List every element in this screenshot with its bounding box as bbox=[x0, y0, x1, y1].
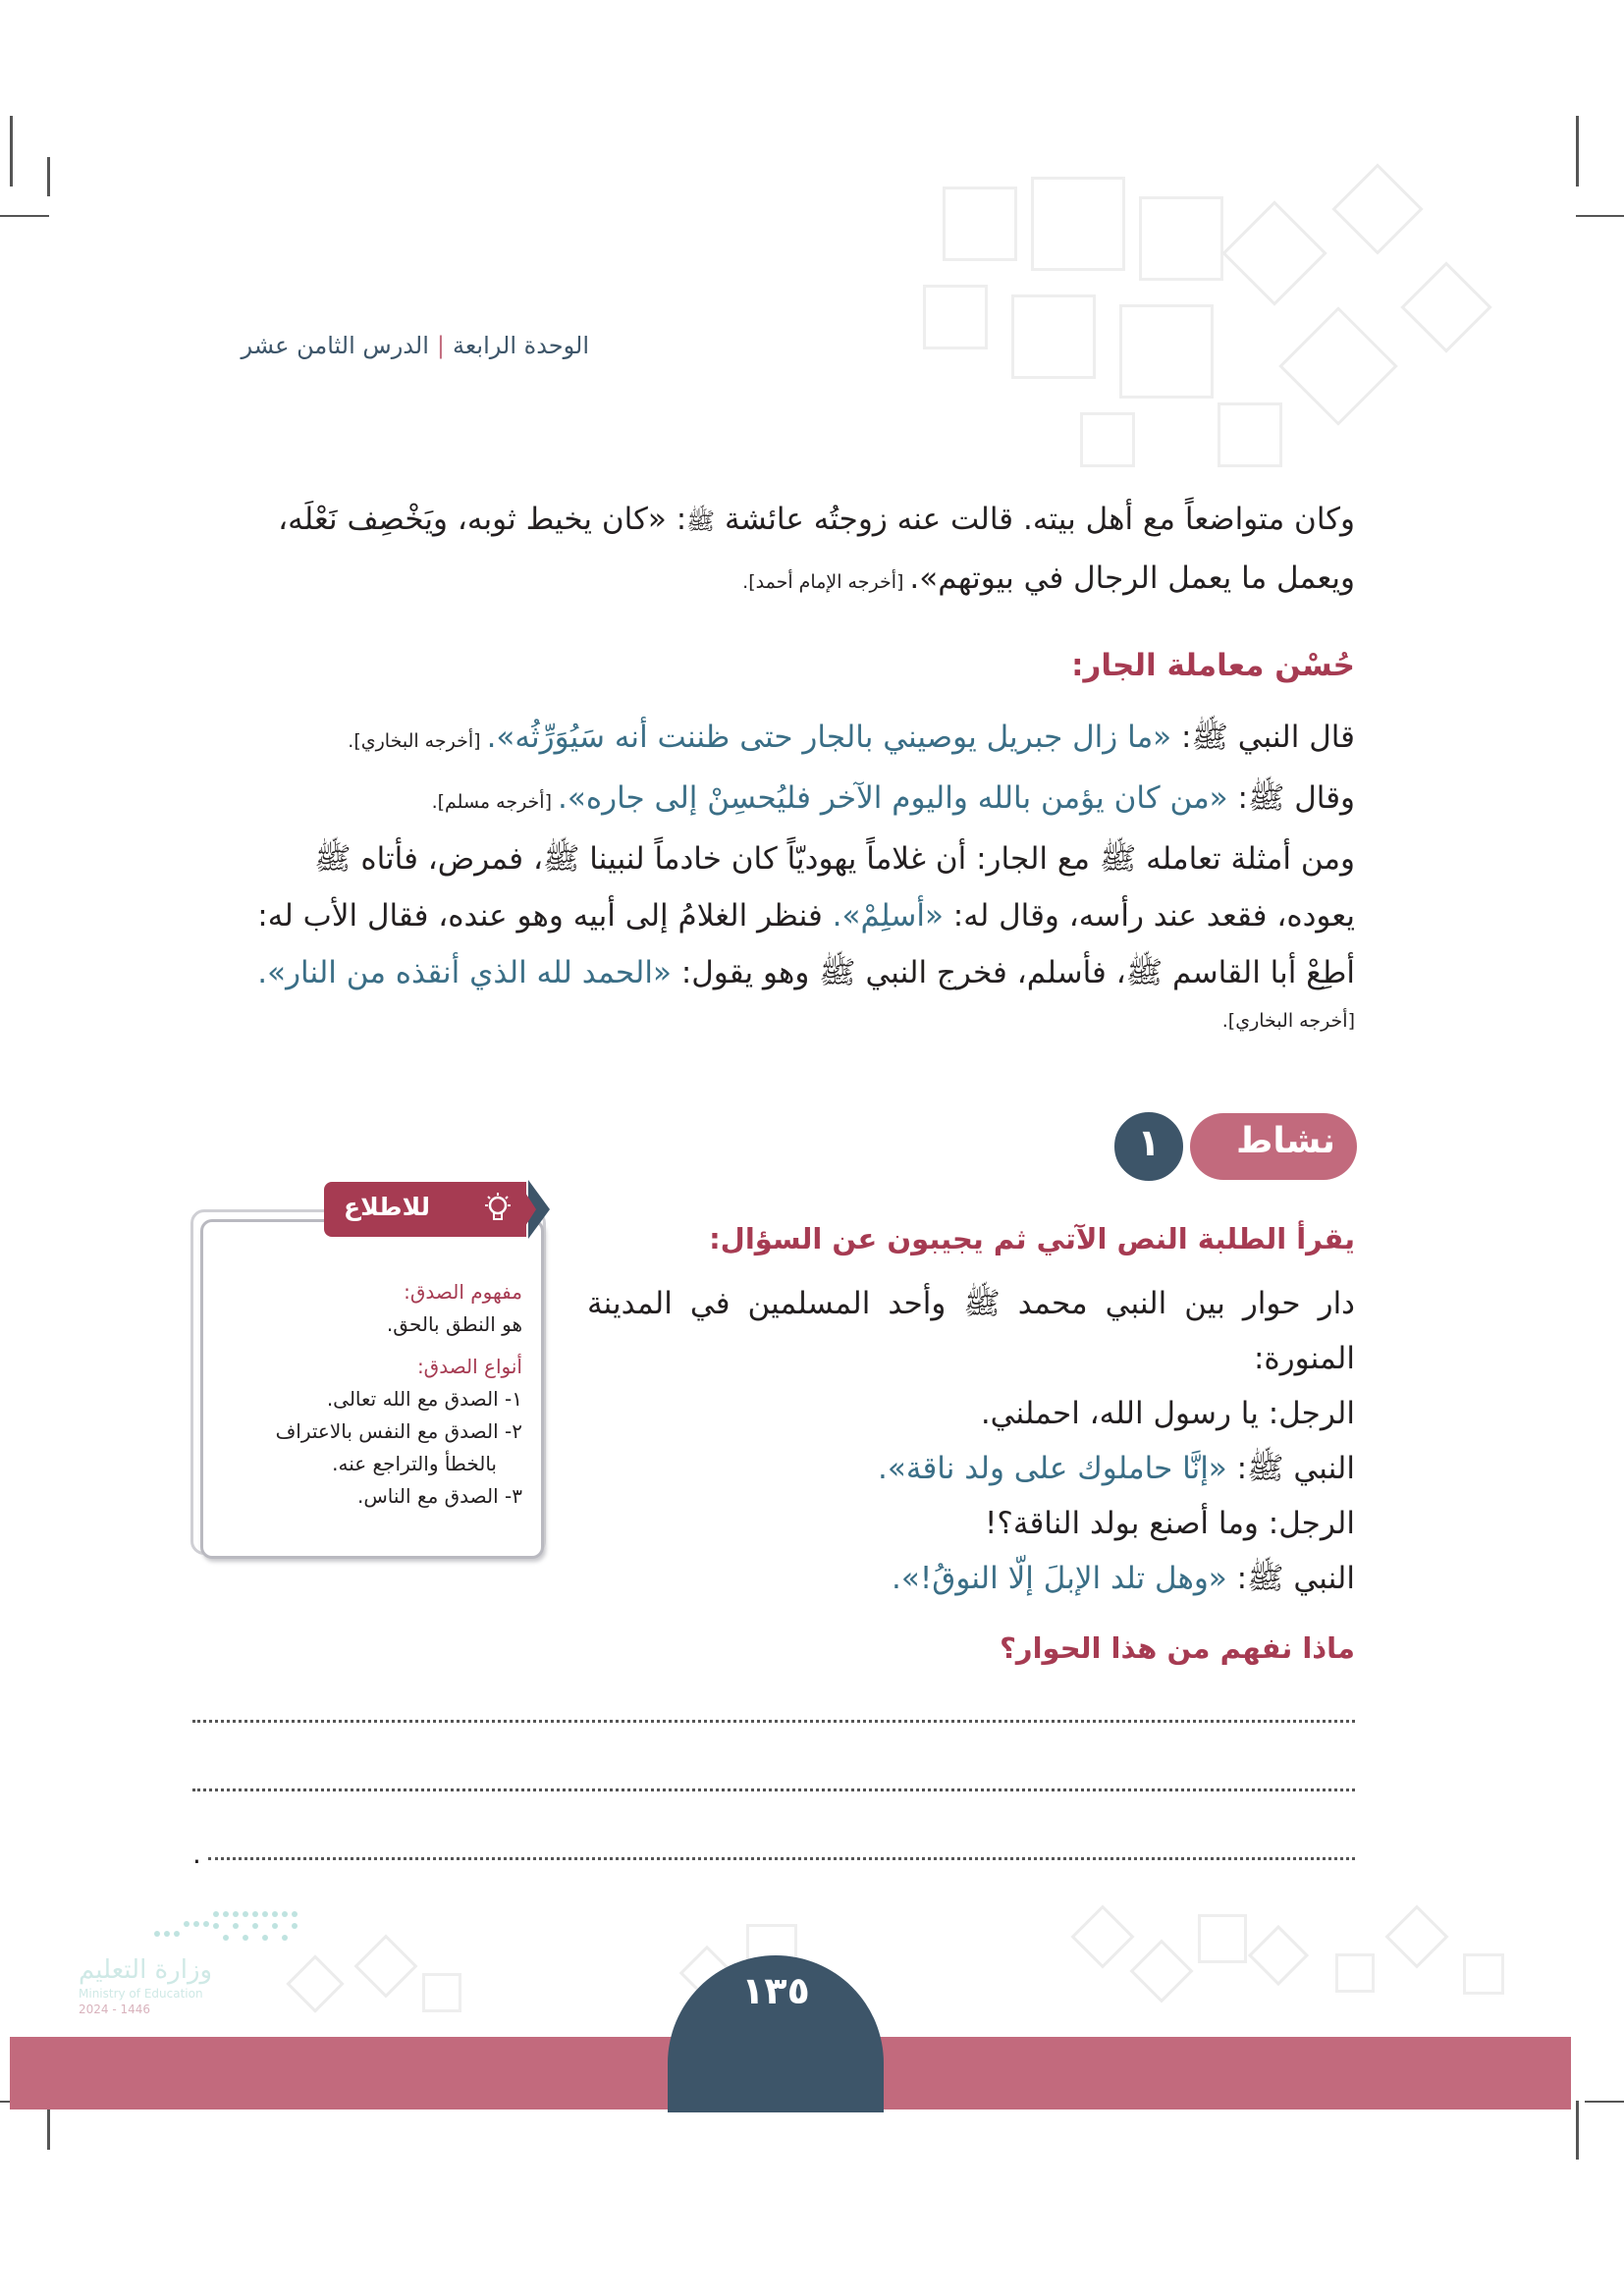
section-title-neighbor: حُسْن معاملة الجار: bbox=[1071, 648, 1355, 683]
crop-mark bbox=[47, 157, 50, 196]
info-box bbox=[190, 1209, 544, 1553]
pattern-top bbox=[884, 157, 1571, 491]
crop-mark bbox=[1576, 215, 1624, 217]
neighbor-line: أطِعْ أبا القاسم ﷺ، فأسلم، فخرج النبي ﷺ وهو يقول: «الحمد لله الذي أنقذه من النار». bbox=[257, 955, 1355, 990]
answer-line[interactable] bbox=[192, 1789, 1355, 1791]
ministry-logo-dots-icon bbox=[147, 1904, 304, 1953]
ministry-logo bbox=[59, 1904, 314, 2071]
dialogue-line: الرجل: يا رسول الله، احملني. bbox=[980, 1396, 1355, 1431]
ministry-name: وزارة التعليم bbox=[79, 1955, 213, 1985]
crop-mark bbox=[0, 215, 49, 217]
type-item: ٢- الصدق مع النفس بالاعتراف bbox=[275, 1419, 522, 1443]
definition-title: مفهوم الصدق: bbox=[404, 1280, 522, 1304]
types-title: أنواع الصدق: bbox=[416, 1355, 522, 1378]
ministry-name-en: Ministry of Education bbox=[79, 1987, 203, 2001]
blessing-symbol: ﷺ bbox=[686, 507, 716, 535]
activity-instruction: يقرأ الطلبة النص الآتي ثم يجيبون عن السؤال: bbox=[709, 1222, 1355, 1255]
neighbor-paragraph bbox=[187, 709, 1355, 1041]
citation: [أخرجه الإمام أحمد]. bbox=[742, 571, 910, 593]
intro-line-2: ويعمل ما يعمل الرجال في بيوتهم». [أخرجه الإمام أحمد]. bbox=[742, 561, 1355, 596]
activity-label: نشاط bbox=[1235, 1121, 1335, 1161]
crop-mark bbox=[1576, 2101, 1579, 2160]
citation: [أخرجه البخاري]. bbox=[1221, 1010, 1355, 1032]
dialogue-line: النبي ﷺ: «إنَّا حاملوك على ولد ناقة». bbox=[878, 1451, 1355, 1486]
dialogue-line: المنورة: bbox=[1253, 1341, 1355, 1376]
type-item: ٣- الصدق مع الناس. bbox=[357, 1484, 522, 1508]
intro-line-1: وكان متواضعاً مع أهل بيته. قالت عنه زوجتُه عائشة ﷺ: «كان يخيط ثوبه، ويَخْصِف نَعْلَه، bbox=[278, 502, 1355, 537]
info-tab-arrow bbox=[518, 1182, 536, 1237]
answer-line[interactable] bbox=[192, 1720, 1355, 1723]
definition-text: هو النطق بالحق. bbox=[386, 1312, 522, 1336]
info-box-tab bbox=[324, 1180, 550, 1239]
lightbulb-icon bbox=[481, 1192, 514, 1225]
neighbor-line: قال النبي ﷺ: «ما زال جبريل يوصيني بالجار حتى ظننت أنه سَيُوَرِّثُه». [أخرجه البخاري]. bbox=[348, 720, 1355, 755]
crop-mark bbox=[1576, 116, 1579, 187]
unit-label: الوحدة الرابعة bbox=[452, 332, 589, 359]
page-number: ١٣٥ bbox=[741, 1969, 810, 2012]
crop-mark bbox=[10, 116, 13, 187]
neighbor-line: ومن أمثلة تعامله ﷺ مع الجار: أن غلاماً يهوديّاً كان خادماً لنبينا ﷺ، فمرض، فأتاه ﷺ bbox=[314, 841, 1355, 877]
type-item: ١- الصدق مع الله تعالى. bbox=[326, 1387, 522, 1411]
neighbor-line: يعوده، فقعد عند رأسه، وقال له: «أسلِمْ». فنظر الغلامُ إلى أبيه وهو عنده، فقال الأب له: bbox=[257, 898, 1355, 934]
breadcrumb: الوحدة الرابعة|الدرس الثامن عشر bbox=[241, 332, 589, 359]
activity-badge bbox=[1110, 1107, 1357, 1186]
type-item: بالخطأ والتراجع عنه. bbox=[332, 1452, 497, 1475]
activity-number: ١ bbox=[1137, 1121, 1161, 1164]
dialogue-line: الرجل: وما أصنع بولد الناقة؟! bbox=[984, 1506, 1355, 1541]
info-box-list bbox=[208, 1276, 522, 1513]
dialogue-line: النبي ﷺ: «وهل تلد الإبلَ إلّا النوقُ!». bbox=[892, 1561, 1355, 1596]
intro-paragraph bbox=[187, 491, 1355, 611]
lesson-label: الدرس الثامن عشر bbox=[241, 332, 429, 359]
crop-mark bbox=[1585, 2101, 1624, 2103]
ministry-year: 2024 - 1446 bbox=[79, 2002, 151, 2016]
info-tab-label: للاطلاع bbox=[344, 1193, 430, 1221]
answer-line[interactable] bbox=[208, 1857, 1355, 1860]
dialogue bbox=[587, 1276, 1355, 1606]
answer-line-end: . bbox=[192, 1838, 201, 1870]
dialogue-line: دار حوار بين النبي محمد ﷺ وأحد المسلمين في المدينة bbox=[587, 1286, 1355, 1321]
activity-question: ماذا نفهم من هذا الحوار؟ bbox=[1000, 1631, 1355, 1665]
neighbor-line: وقال ﷺ: «من كان يؤمن بالله واليوم الآخر فليُحسِنْ إلى جاره». [أخرجه مسلم]. bbox=[431, 780, 1355, 816]
